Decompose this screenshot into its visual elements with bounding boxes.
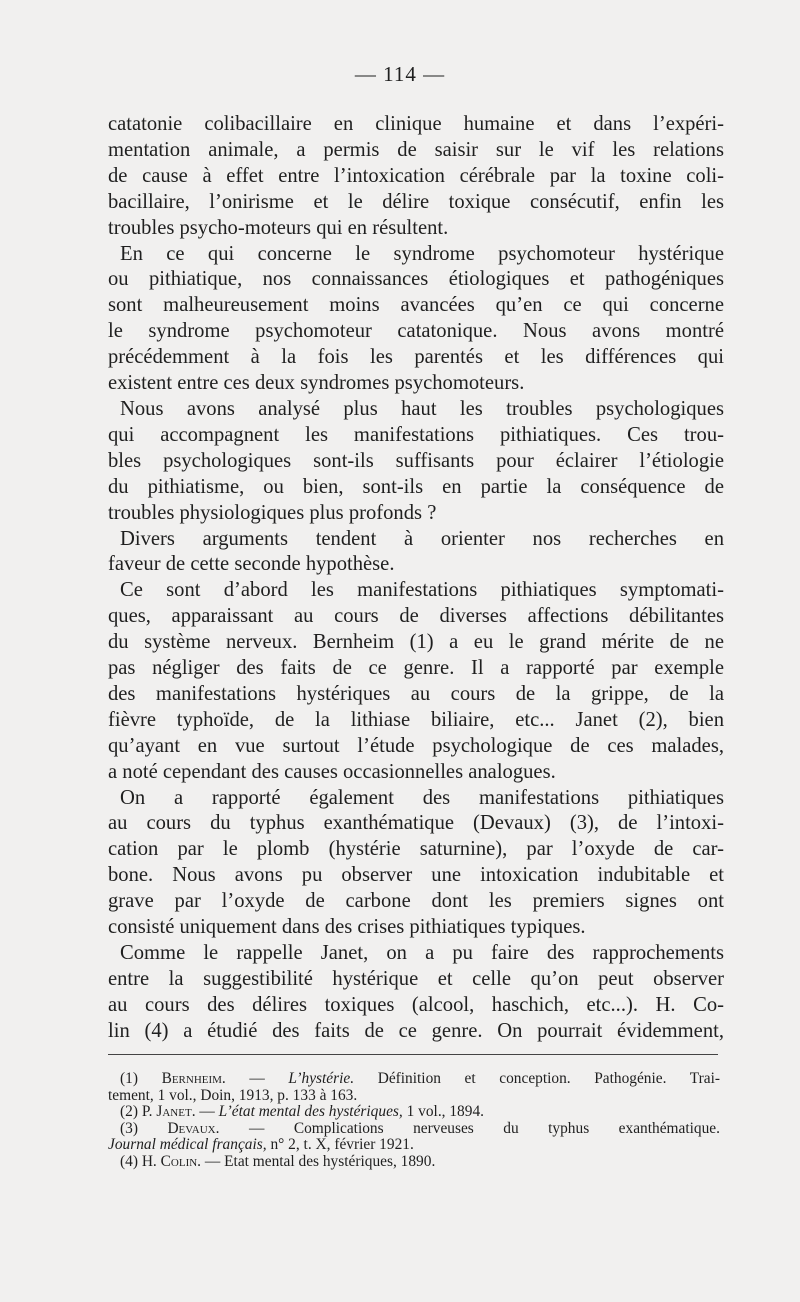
text-line: Divers arguments tendent à orienter nos recherches en [120, 527, 724, 550]
footnote-line [108, 1071, 720, 1088]
text-line: sont malheureusement moins avancées qu’en ce qui concerne [108, 294, 724, 317]
text-line: au cours des délires toxiques (alcool, haschich, etc...). H. Co- [108, 993, 724, 1016]
dash: — [204, 1152, 221, 1170]
paragraph-1 [108, 112, 724, 242]
text-line: pas négliger des faits de ce genre. Il a rapporté par exemple [108, 657, 724, 680]
text-line: grave par l’oxyde de carbone dont les premiers signes ont [108, 890, 724, 913]
text-line: consisté uniquement dans des crises pithiatiques typiques. [108, 916, 586, 939]
text-line: qu’ayant en vue surtout l’étude psychologique de ces malades, [108, 734, 724, 757]
footnote-text: n° 2, t. X, février 1921. [270, 1136, 414, 1154]
text-line: des manifestations hystériques au cours de la grippe, de la [108, 682, 724, 705]
paragraph-2 [108, 242, 724, 397]
footnote-number: (3) [120, 1119, 138, 1137]
text-line: précédemment à la fois les parentés et les différences qui [108, 346, 724, 369]
text-line: qui accompagnent les manifestations pithiatiques. Ces trou- [108, 423, 724, 446]
text-line: au cours du typhus exanthématique (Devaux) (3), de l’intoxi- [108, 812, 724, 835]
footnote-text: Définition et conception. Pathogénie. Trai- [377, 1070, 720, 1087]
footnote-line: tement, 1 vol., Doin, 1913, p. 133 à 163. [108, 1086, 358, 1104]
footnote-author: Devaux. [167, 1119, 220, 1137]
footnote-text: Complications nerveuses du typhus exanthématique. [293, 1119, 720, 1137]
footnote-number: (4) [120, 1152, 138, 1170]
paragraph-3 [108, 397, 724, 527]
footnote-number: (1) [120, 1070, 138, 1087]
paragraph-7 [108, 941, 724, 1045]
text-line: Nous avons analysé plus haut les troubles psychologiques [120, 397, 724, 420]
footnote-1 [108, 1071, 720, 1104]
footnote-line [108, 1104, 720, 1121]
text-line: ou pithiatique, nos connaissances étiologiques et pathogéniques [108, 268, 724, 291]
footnote-author: Colin. [160, 1152, 202, 1170]
text-line: cation par le plomb (hystérie saturnine), par l’oxyde de car- [108, 838, 724, 861]
footnote-line [108, 1137, 720, 1154]
footnote-journal: Journal médical français, [108, 1136, 267, 1154]
paragraph-4 [108, 527, 724, 579]
text-line: lin (4) a étudié des faits de ce genre. On pourrait évidemment, [108, 1019, 724, 1042]
text-line: bacillaire, l’onirisme et le délire toxique consécutif, enfin les [108, 190, 724, 213]
text-line: Ce sont d’abord les manifestations pithiatiques symptomati- [120, 579, 724, 602]
paragraph-5 [108, 578, 724, 785]
paragraph-6 [108, 786, 724, 941]
text-line: fièvre typhoïde, de la lithiase biliaire, etc... Janet (2), bien [108, 708, 724, 731]
footnote-line [108, 1121, 720, 1138]
text-line: troubles psycho-moteurs qui en résultent. [108, 216, 449, 239]
footnote-3 [108, 1121, 720, 1154]
dash: — [248, 1119, 265, 1137]
text-line: de cause à effet entre l’intoxication cérébrale par la toxine coli- [108, 164, 724, 187]
footnote-line [108, 1154, 720, 1171]
footnote-author: Bernheim. [161, 1070, 226, 1087]
footnote-4 [108, 1154, 720, 1171]
footnote-number: (2) [120, 1103, 138, 1121]
text-line: existent entre ces deux syndromes psychomoteurs. [108, 372, 525, 395]
footnote-text: 1 vol., 1894. [406, 1103, 484, 1121]
page-number: — 114 — [354, 62, 446, 86]
footnote-text: Etat mental des hystériques, 1890. [224, 1152, 436, 1170]
text-line: faveur de cette seconde hypothèse. [108, 553, 395, 576]
footnotes [108, 1071, 720, 1171]
text-line: du pithiatisme, ou bien, sont-ils en partie la conséquence de [108, 475, 724, 498]
text-line: mentation animale, a permis de saisir sur le vif les relations [108, 138, 724, 161]
text-line: troubles physiologiques plus profonds ? [108, 501, 437, 524]
footnote-author: Janet. [156, 1103, 196, 1121]
text-line: a noté cependant des causes occasionnelles analogues. [108, 760, 556, 783]
footnote-2 [108, 1104, 720, 1121]
text-line: du système nerveux. Bernheim (1) a eu le grand mérite de ne [108, 631, 724, 654]
text-line: On a rapporté également des manifestations pithiatiques [120, 786, 724, 809]
footnote-title: L’hystérie. [288, 1070, 355, 1087]
text-line: catatonie colibacillaire en clinique humaine et dans l’expéri- [108, 113, 724, 135]
dash: — [249, 1070, 265, 1087]
text-line: ques, apparaissant au cours de diverses affections débilitantes [108, 605, 724, 628]
text-line: En ce qui concerne le syndrome psychomoteur hystérique [120, 242, 724, 265]
body-text [108, 112, 724, 1045]
footnote-initial: P. [141, 1103, 153, 1121]
text-line: bone. Nous avons pu observer une intoxication indubitable et [108, 864, 724, 887]
text-line: entre la suggestibilité hystérique et celle qu’on peut observer [108, 967, 724, 990]
text-line: bles psychologiques sont-ils suffisants pour éclairer l’étiologie [108, 449, 724, 472]
footnote-divider [108, 1054, 718, 1055]
footnote-initial: H. [141, 1152, 157, 1170]
text-line: Comme le rappelle Janet, on a pu faire des rapprochements [120, 942, 724, 964]
text-line: le syndrome psychomoteur catatonique. Nous avons montré [108, 320, 724, 343]
footnote-title: L’état mental des hystériques, [218, 1103, 403, 1121]
dash: — [199, 1103, 215, 1121]
